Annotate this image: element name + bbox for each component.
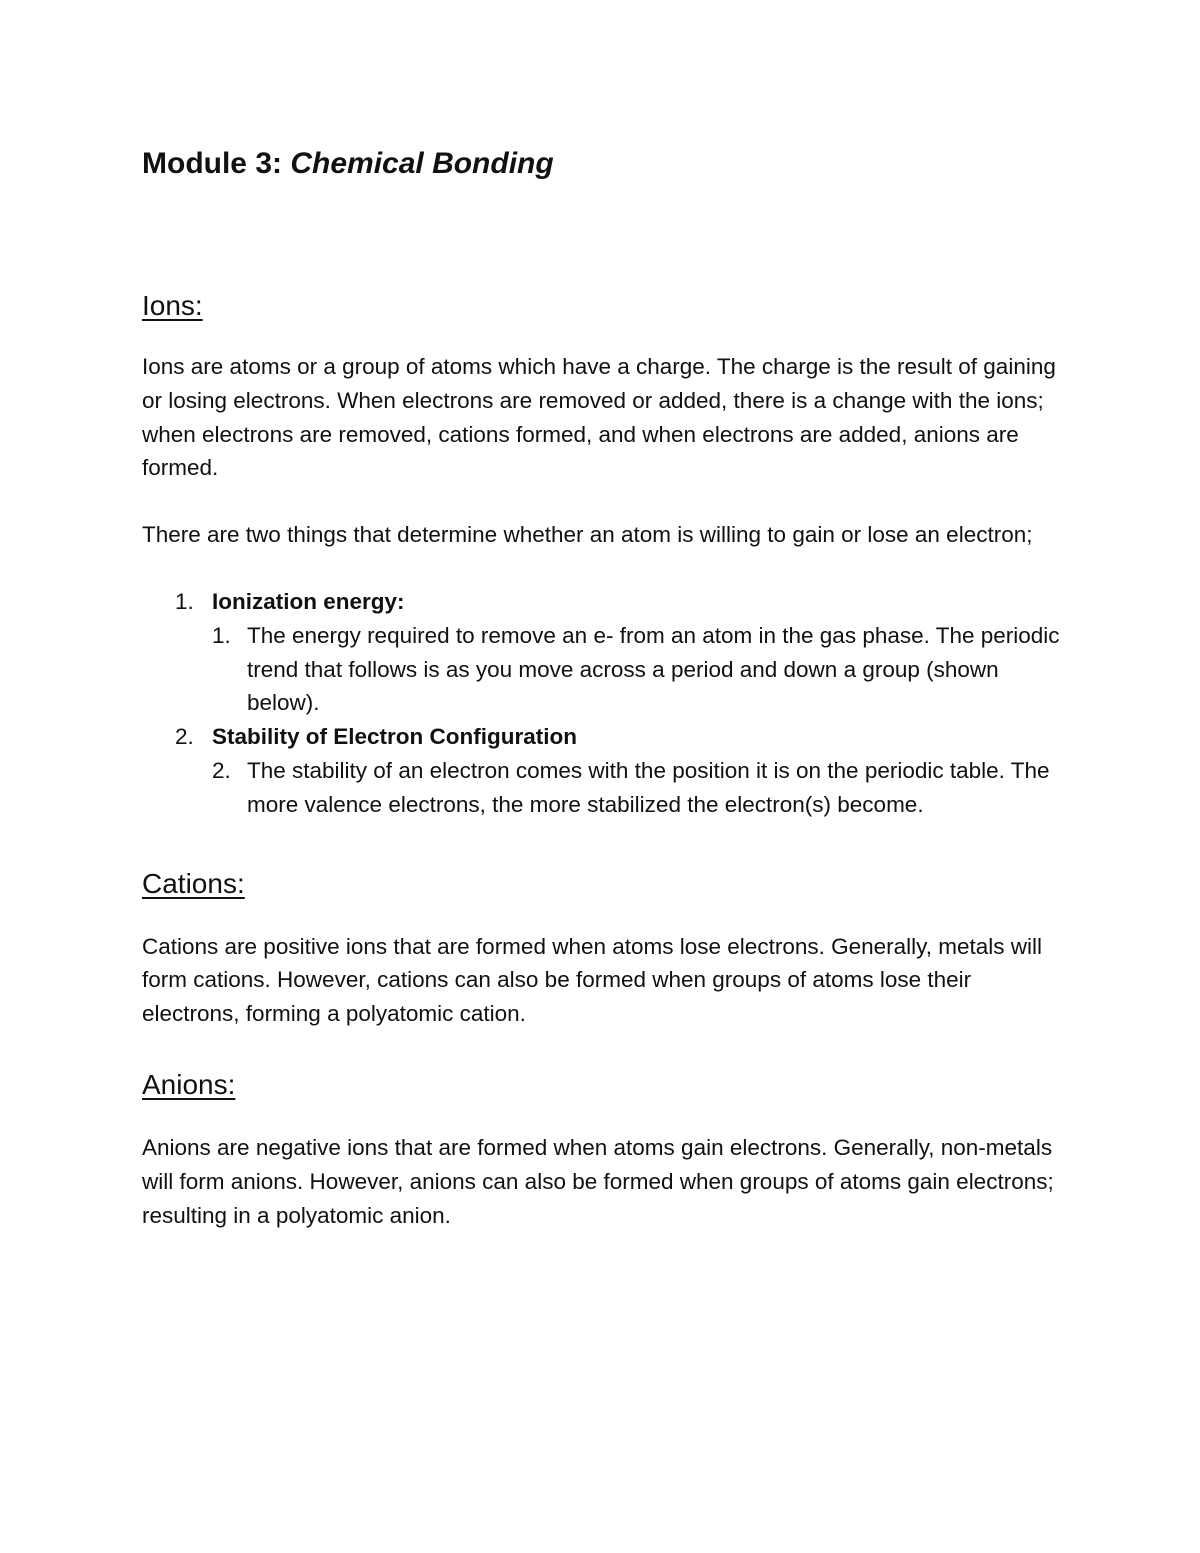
determinants-list [142,585,1072,822]
list-label: Ionization energy: [212,588,405,614]
sub-list-number: 1. [212,622,231,648]
sub-list-text: The energy required to remove an e- from an atom in the gas phase. The periodic trend that follows is as you move across a period and down a group (shown below). [247,622,1060,716]
title-main: Module 3: [142,147,291,180]
list-number: 2. [175,724,194,750]
anions-paragraph: Anions are negative ions that are formed when atoms gain electrons. Generally, non-metals will form anions. However, anions can also be formed when groups of atoms gain electrons; resulting in a polyatomic anion. [142,1134,1054,1228]
cations-paragraph: Cations are positive ions that are formed when atoms lose electrons. Generally, metals will form cations. However, cations can also be formed when groups of atoms lose their electrons, forming a polyatomic cation. [142,933,1042,1027]
sub-item-ionization-energy [142,619,1072,720]
sub-list-text: The stability of an electron comes with the position it is on the periodic table. The more valence electrons, the more stabilized the electron(s) become. [247,757,1050,817]
anions-heading: Anions: [142,1068,236,1100]
ions-paragraph-2: There are two things that determine whether an atom is willing to gain or lose an electron; [142,522,1033,548]
sub-item-electron-configuration [142,754,1072,822]
cations-heading: Cations: [142,867,245,899]
document-content [142,142,1072,1232]
list-item-electron-configuration [142,720,1072,754]
list-item-ionization-energy [142,585,1072,619]
sub-list-number: 2. [212,757,231,783]
list-number: 1. [175,588,194,614]
list-label: Stability of Electron Configuration [212,724,577,750]
page-title [142,142,1072,186]
ions-heading: Ions: [142,290,203,321]
title-italic: Chemical Bonding [290,147,554,180]
ions-paragraph-1: Ions are atoms or a group of atoms which have a charge. The charge is the result of gaining or losing electrons. When electrons are removed or added, there is a change with the ions; when electrons are removed, cations formed, and when electrons are added, anions are formed. [142,354,1056,481]
